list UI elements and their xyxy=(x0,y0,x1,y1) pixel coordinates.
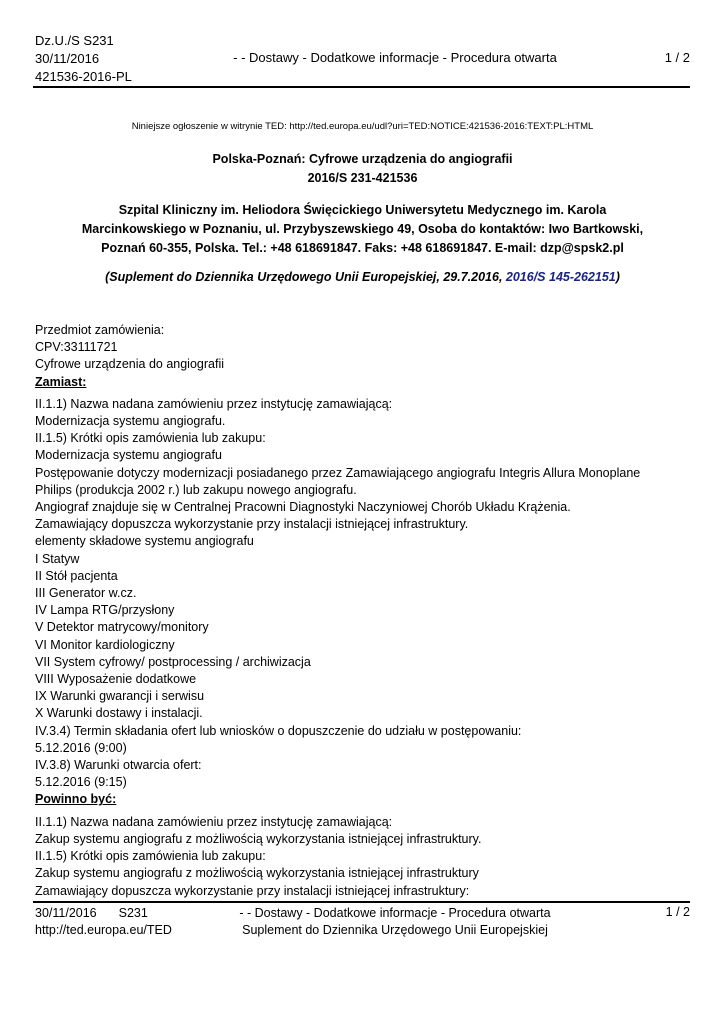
instead-line: VIII Wyposażenie dodatkowe xyxy=(35,672,197,687)
footer-title xyxy=(200,905,590,939)
header-divider xyxy=(33,86,690,88)
header-page-number: 1 / 2 xyxy=(664,50,690,65)
supplement-link[interactable]: 2016/S 145-262151 xyxy=(505,270,616,284)
footer-center-line1: - - Dostawy - Dodatkowe informacje - Procedura otwarta xyxy=(239,906,551,920)
header-date: 30/11/2016 xyxy=(35,51,100,66)
footer-page-number: 1 / 2 xyxy=(665,905,690,919)
ted-link[interactable]: Niniejsze ogłoszenie w witrynie TED: http://ted.europa.eu/udl?uri=TED:NOTICE:421536-2016:TEXT:PL:HTML xyxy=(131,121,594,132)
instead-line: II Stół pacjenta xyxy=(35,568,118,583)
header-meta xyxy=(35,32,132,86)
should-be-heading: Powinno być: xyxy=(35,792,117,807)
footer-url[interactable]: http://ted.europa.eu/TED xyxy=(35,923,172,937)
notice-body xyxy=(35,322,685,900)
footer-code: S231 xyxy=(118,906,148,920)
subject-label: Przedmiot zamówienia: xyxy=(35,323,165,337)
authority-line1: Szpital Kliniczny im. Heliodora Święcickiego Uniwersytetu Medycznego im. Karola xyxy=(118,203,607,217)
footer-center-line2: Suplement do Dziennika Urzędowego Unii Europejskiej xyxy=(242,923,548,937)
instead-line: 5.12.2016 (9:00) xyxy=(35,740,127,755)
instead-line: II.1.5) Krótki opis zamówienia lub zakupu: xyxy=(35,431,266,446)
authority-line3: Poznań 60-355, Polska. Tel.: +48 618691847. Faks: +48 618691847. E-mail: dzp@spsk2.pl xyxy=(101,241,624,255)
header-series: Dz.U./S S231 xyxy=(35,33,114,48)
cpv-description: Cyfrowe urządzenia do angiografii xyxy=(35,357,224,372)
instead-line: III Generator w.cz. xyxy=(35,586,137,601)
instead-line: IV.3.4) Termin składania ofert lub wniosków o dopuszczenie do udziału w postępowaniu: xyxy=(35,723,522,738)
should-be-line: II.1.1) Nazwa nadana zamówieniu przez instytucję zamawiającą: xyxy=(35,814,393,829)
header-doc-id: 421536-2016-PL xyxy=(35,69,132,84)
instead-line: IV Lampa RTG/przysłony xyxy=(35,603,175,618)
footer-meta xyxy=(35,905,172,939)
instead-line: elementy składowe systemu angiografu xyxy=(35,534,254,549)
should-be-line: Zakup systemu angiografu z możliwością wykorzystania istniejącej infrastruktury. xyxy=(35,831,482,846)
instead-line: Zamawiający dopuszcza wykorzystanie przy instalacji istniejącej infrastruktury. xyxy=(35,517,469,532)
instead-section xyxy=(35,396,685,792)
instead-line: IX Warunki gwarancji i serwisu xyxy=(35,689,205,704)
instead-heading: Zamiast: xyxy=(35,374,87,389)
instead-line: IV.3.8) Warunki otwarcia ofert: xyxy=(35,758,202,773)
instead-line: Modernizacja systemu angiografu. xyxy=(35,414,226,429)
instead-line: VI Monitor kardiologiczny xyxy=(35,637,175,652)
instead-line: X Warunki dostawy i instalacji. xyxy=(35,706,203,721)
footer-divider xyxy=(33,901,690,903)
should-be-section xyxy=(35,814,685,900)
instead-line: VII System cyfrowy/ postprocessing / archiwizacja xyxy=(35,654,311,669)
header-title: - - Dostawy - Dodatkowe informacje - Procedura otwarta xyxy=(233,50,557,65)
instead-line: I Statyw xyxy=(35,551,80,566)
should-be-line: II.1.5) Krótki opis zamówienia lub zakupu: xyxy=(35,849,266,864)
instead-line: Philips (produkcja 2002 r.) lub zakupu nowego angiografu. xyxy=(35,482,357,497)
instead-line: Postępowanie dotyczy modernizacji posiadanego przez Zamawiającego angiografu Integris Allura Monoplane xyxy=(35,465,641,480)
instead-line: II.1.1) Nazwa nadana zamówieniu przez instytucję zamawiającą: xyxy=(35,396,393,411)
should-be-line: Zakup systemu angiografu z możliwością wykorzystania istniejącej infrastruktury xyxy=(35,866,479,881)
notice-title-line1: Polska-Poznań: Cyfrowe urządzenia do angiografii xyxy=(212,152,513,166)
instead-line: 5.12.2016 (9:15) xyxy=(35,775,127,790)
footer-date: 30/11/2016 xyxy=(35,906,97,920)
instead-line: Angiograf znajduje się w Centralnej Pracowni Diagnostyki Naczyniowej Chorób Układu Krążenia. xyxy=(35,500,571,515)
supplement-prefix: (Suplement do Dziennika Urzędowego Unii Europejskiej, 29.7.2016, xyxy=(105,270,506,284)
authority-line2: Marcinkowskiego w Poznaniu, ul. Przybyszewskiego 49, Osoba do kontaktów: Iwo Bartkowski, xyxy=(81,222,644,236)
supplement-reference xyxy=(0,270,725,284)
notice-title xyxy=(0,150,725,188)
contracting-authority xyxy=(60,201,665,258)
supplement-suffix: ) xyxy=(615,270,620,284)
should-be-line: Zamawiający dopuszcza wykorzystanie przy instalacji istniejącej infrastruktury: xyxy=(35,883,470,898)
cpv-code: CPV:33111721 xyxy=(35,340,118,355)
instead-line: V Detektor matrycowy/monitory xyxy=(35,620,209,635)
notice-number: 2016/S 231-421536 xyxy=(307,171,418,185)
instead-line: Modernizacja systemu angiografu xyxy=(35,448,222,463)
